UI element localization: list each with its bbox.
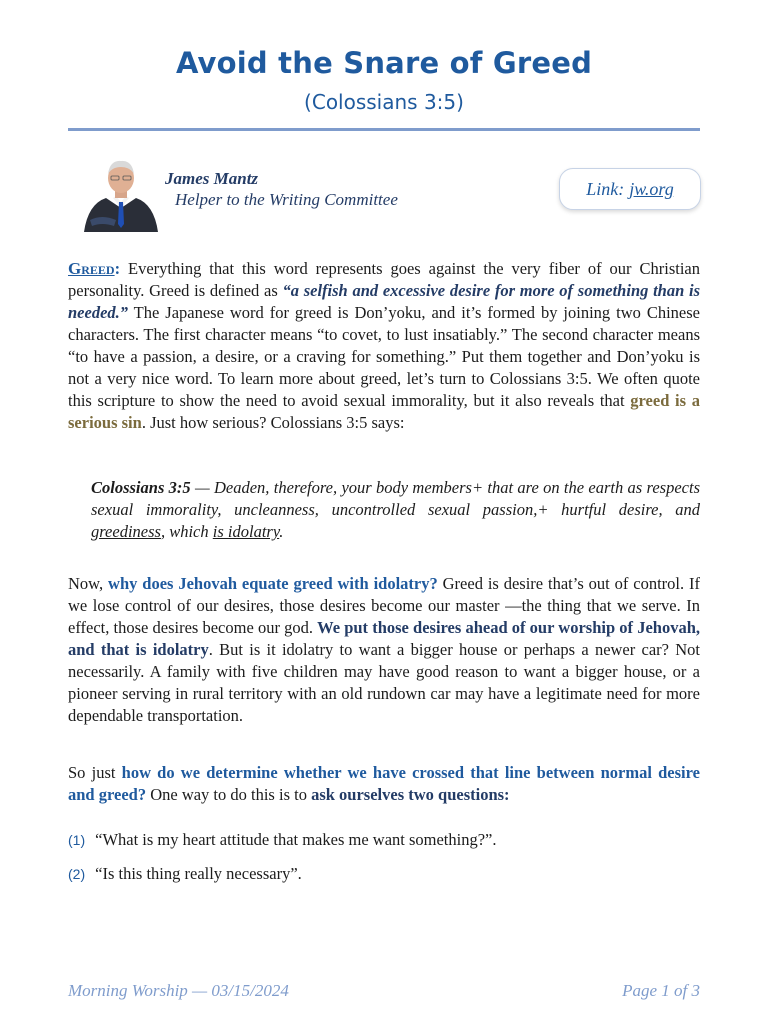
para1-text-2: The Japanese word for greed is Don’yoku, and it’s formed by joining two Chinese characters. The first character means “to covet, to lust insatiably.” The second character means “to have a passion, a desire, or a craving for something.” Put them together and Don’yoku is not a very nice word. To learn more about greed, let’s turn to Colossians 3:5. We often quote this scripture to show the need to avoid sexual immorality, but it also reveals that: [68, 303, 700, 410]
para3-bold: ask ourselves two questions:: [311, 785, 510, 804]
jw-link-box[interactable]: [559, 168, 701, 210]
paragraph-greed-intro: [68, 258, 700, 434]
page-title: Avoid the Snare of Greed: [175, 46, 593, 80]
para1-text-1: Everything that this word represents goes against the very fiber of our Christian personality. Greed is defined as: [68, 259, 700, 300]
list-item-text: “Is this thing really necessary”.: [95, 864, 302, 883]
paragraph-idolatry: [68, 573, 700, 727]
greed-heading-colon: :: [114, 259, 121, 278]
quote-text-3: .: [279, 522, 284, 541]
list-item: [68, 829, 497, 851]
scripture-quote: [91, 477, 700, 543]
para3-text-2: One way to do this is to: [146, 785, 312, 804]
para3-text-1: So just: [68, 763, 122, 782]
para2-text-3: . But is it idolatry to want a bigger house or perhaps a newer car? Not necessarily. A family with five children may have good reason to want a bigger house, or a pioneer serving in rural territory with an old rundown car may have a legitimate need for more dependable transportation.: [68, 640, 701, 725]
greed-definition: “a selfish and excessive desire for more of something than is needed.”: [68, 281, 700, 322]
link-prefix: Link:: [586, 178, 625, 199]
list-item-text: “What is my heart attitude that makes me want something?”.: [95, 830, 497, 849]
scripture-reference: Colossians 3:5: [91, 478, 191, 497]
list-item: [68, 863, 302, 885]
footer-date: Morning Worship — 03/15/2024: [68, 981, 289, 1000]
greed-heading-word: Greed: [68, 259, 115, 278]
list-item-number: (1): [68, 832, 86, 848]
para2-bold-statement: We put those desires ahead of our worship of Jehovah, and that is idolatry: [68, 618, 700, 659]
page-subtitle: (Colossians 3:5): [304, 90, 464, 114]
list-item-number: (2): [68, 866, 86, 882]
greed-serious-sin-highlight: greed is a serious sin: [68, 391, 701, 432]
para2-question: why does Jehovah equate greed with idolatry?: [108, 574, 438, 593]
quote-text-2: , which: [160, 522, 213, 541]
para2-text-1: Now,: [68, 574, 109, 593]
footer-page-number: Page 1 of 3: [622, 981, 700, 1000]
quote-is-idolatry: is idolatry: [212, 522, 280, 541]
jw-org-link[interactable]: jw.org: [629, 178, 674, 199]
paragraph-two-questions: [68, 762, 700, 806]
title-divider: [68, 128, 700, 131]
quote-text-1: — Deaden, therefore, your body members+ that are on the earth as respects sexual immorality, uncleanness, uncontrolled sexual passion,+ hurtful desire, and: [91, 478, 701, 519]
para3-question: how do we determine whether we have crossed that line between normal desire and greed?: [68, 763, 700, 804]
author-photo: [80, 150, 162, 232]
quote-greediness: greediness: [91, 522, 161, 541]
para1-text-3: . Just how serious? Colossians 3:5 says:: [141, 413, 405, 432]
author-role: Helper to the Writing Committee: [175, 190, 398, 209]
para2-text-2: Greed is desire that’s out of control. If we lose control of our desires, those desires become our master —the thing that we serve. In effect, those desires become our god.: [68, 574, 701, 637]
author-name: James Mantz: [165, 169, 259, 188]
